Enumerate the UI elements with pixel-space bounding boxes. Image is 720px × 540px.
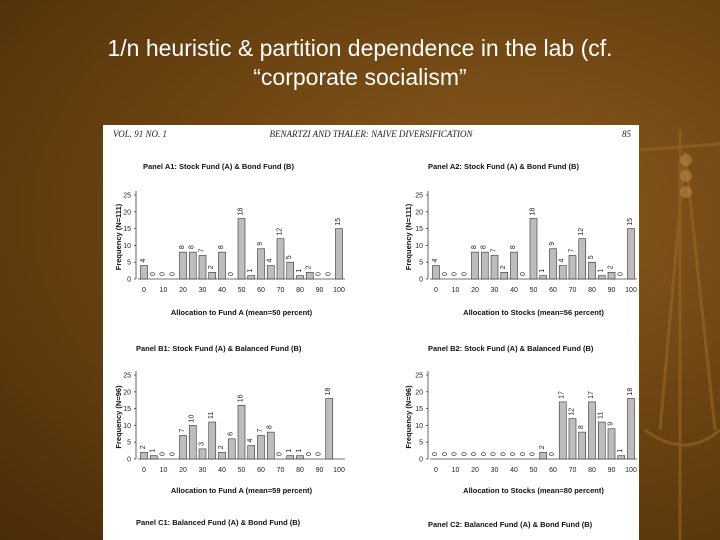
panel-3-bar-label: 1 <box>617 448 625 453</box>
panel-3-bar-label: 0 <box>480 452 488 456</box>
panel-0-bar <box>306 272 313 279</box>
panel-1-bar-label: 9 <box>549 241 556 246</box>
panel-2-y-tick-label: 5 <box>127 439 131 447</box>
panel-1-bar-label: 7 <box>568 248 576 253</box>
panel-1-bar-label: 15 <box>627 217 634 226</box>
panel-1-bar <box>510 252 517 279</box>
panel-0-title: Panel A1: Stock Fund (A) & Bond Fund (B) <box>143 162 294 171</box>
slide-title <box>0 34 720 92</box>
panel-2-bar <box>199 449 206 459</box>
panel-2-x-tick-label: 30 <box>198 467 207 474</box>
panel-0-x-tick-label: 60 <box>257 287 265 294</box>
panel-1-bar-label: 8 <box>480 245 488 250</box>
panel-0-bar-label: 8 <box>179 245 186 250</box>
panel-3-bar-label: 0 <box>441 452 449 456</box>
panel-3-x-tick-label: 60 <box>549 467 557 474</box>
panel-1-y-tick-label: 15 <box>415 226 423 234</box>
panel-1-y-tick-label: 0 <box>419 276 423 284</box>
panel-1-bar-label: 8 <box>510 245 517 250</box>
panel-0-bar-label: 5 <box>286 255 294 260</box>
panel-0-y-tick-label: 25 <box>123 192 131 200</box>
panel-0-bar-label: 8 <box>218 245 225 250</box>
panel-0-x-tick-label: 70 <box>276 287 285 294</box>
panel-2-bar <box>228 439 235 459</box>
panel-2-bar <box>287 456 294 459</box>
panel-2-bar-label: 0 <box>169 452 177 456</box>
panel-3-bar-label: 0 <box>519 452 527 456</box>
panel-2-bar <box>209 422 216 459</box>
panel-3-x-tick-label: 70 <box>568 467 577 474</box>
panel-0-x-tick-label: 100 <box>333 287 345 294</box>
panel-2-title: Panel B1: Stock Fund (A) & Balanced Fund (B) <box>136 344 302 353</box>
panel-1-bar <box>559 266 566 279</box>
panel-3-bar <box>608 429 615 459</box>
panel-1-bar <box>549 249 556 279</box>
panel-1-bar-label: 0 <box>451 272 459 276</box>
panel-0-x-tick-label: 30 <box>198 287 207 294</box>
panel-3-x-tick-label: 10 <box>451 467 460 474</box>
panel-2-x-tick-label: 60 <box>257 467 265 474</box>
panel-3-bar-label: 0 <box>529 452 537 456</box>
panel-2-bar <box>140 452 147 459</box>
panel-0-y-tick-label: 5 <box>127 259 131 267</box>
panel-3-bar-label: 0 <box>490 452 498 456</box>
panel-0-bar-label: 7 <box>198 248 206 253</box>
panel-0-x-tick-label: 90 <box>315 287 324 294</box>
panel-2-bar-label: 1 <box>286 448 294 453</box>
panel-3-bar <box>618 456 625 459</box>
panel-1-y-tick-label: 20 <box>415 209 423 217</box>
panel-1-x-tick-label: 90 <box>607 287 616 294</box>
panel-2-bar <box>267 432 274 459</box>
panel-2-x-tick-label: 80 <box>296 467 304 474</box>
panel-0-x-label: Allocation to Fund A (mean=50 percent) <box>170 308 313 317</box>
panel-1-bar-label: 1 <box>539 268 547 273</box>
panel-1-bar-label: 5 <box>588 255 595 260</box>
panel-3-x-tick-label: 40 <box>510 467 518 474</box>
panel-1-x-tick-label: 10 <box>451 287 460 294</box>
panel-0-y-tick-label: 20 <box>123 209 131 217</box>
panel-2-x-tick-label: 40 <box>218 467 226 474</box>
panel-1-bar-label: 0 <box>441 272 449 276</box>
panel-2-bar-label: 18 <box>325 387 333 396</box>
panel-3-bar-label: 17 <box>558 391 566 399</box>
panel-1-bar <box>471 252 478 279</box>
panel-0-bar-label: 2 <box>305 265 313 270</box>
panel-3-bar-label: 2 <box>539 445 547 450</box>
panel-1-bar <box>481 252 488 279</box>
balance-scale-icon <box>640 130 720 540</box>
panel-1-x-tick-label: 60 <box>549 287 557 294</box>
panel-1-bar-label: 8 <box>471 245 478 250</box>
panel-0-bar-label: 0 <box>169 272 177 276</box>
paper-figure <box>103 125 639 540</box>
panel-0-bar <box>287 262 294 279</box>
panel-0-bar <box>209 272 216 279</box>
panel-0-y-tick-label: 15 <box>123 226 131 234</box>
panel-1-bar <box>627 229 634 279</box>
panel-1-bar <box>598 276 605 279</box>
panel-1-bar-label: 7 <box>490 248 498 253</box>
panel-0-bar-label: 0 <box>325 272 333 276</box>
panel-3-y-tick-label: 25 <box>415 372 423 380</box>
panel-1-bar <box>608 272 615 279</box>
panel-2-bar-label: 8 <box>266 425 274 430</box>
panel-0-bar-label: 4 <box>140 258 147 263</box>
panel-2-bar <box>248 446 255 459</box>
panel-3-bar-label: 11 <box>597 411 605 420</box>
panel-2-x-tick-label: 50 <box>237 467 246 474</box>
panel-3-bar-label: 12 <box>568 407 576 416</box>
panel-1-bar <box>588 262 595 279</box>
panel-3-y-tick-label: 20 <box>415 389 423 397</box>
panel-2-bar-label: 1 <box>149 448 157 453</box>
panel-2-y-tick-label: 0 <box>127 456 131 464</box>
panel-2-bar <box>150 456 157 459</box>
panel-2-bar-label: 4 <box>247 438 255 443</box>
panel-1-x-tick-label: 70 <box>568 287 577 294</box>
panel-3-bar <box>569 419 576 459</box>
panel-2-bar-label: 3 <box>198 442 206 446</box>
panel-3-bar <box>588 402 595 459</box>
panel-3-bar-label: 0 <box>549 452 556 456</box>
panel-1-bar <box>501 272 508 279</box>
panel-0-bar-label: 0 <box>149 272 157 276</box>
panel-2-x-label: Allocation to Fund A (mean=59 percent) <box>170 486 313 495</box>
panel-3-x-tick-label: 50 <box>529 467 538 474</box>
panel-3-bar-label: 0 <box>510 452 517 456</box>
panel-3-y-tick-label: 10 <box>415 422 423 430</box>
panel-0-bar-label: 15 <box>335 217 342 226</box>
panel-3-bar <box>627 399 634 459</box>
panel-1-title: Panel A2: Stock Fund (A) & Bond Fund (B) <box>428 162 579 171</box>
panel-3-bar-label: 0 <box>461 452 469 456</box>
panel-1-bar-label: 0 <box>461 272 469 276</box>
panel-1-bar-label: 1 <box>597 268 605 273</box>
panel-1-y-tick-label: 25 <box>415 192 423 200</box>
panel-3-bar <box>598 422 605 459</box>
panel-3-y-tick-label: 15 <box>415 406 423 414</box>
panel-1-x-tick-label: 40 <box>510 287 518 294</box>
panel-0-bar-label: 1 <box>296 268 303 273</box>
panel-2-bar <box>189 425 196 459</box>
panel-3-x-tick-label: 0 <box>434 467 438 474</box>
panel-3-bar-label: 0 <box>432 452 439 456</box>
panel-0-y-tick-label: 10 <box>123 242 131 250</box>
panel-2-bar-label: 7 <box>257 428 264 433</box>
panel-0-bar <box>267 266 274 279</box>
panel-c2-title: Panel C2: Balanced Fund (A) & Bond Fund (B) <box>428 520 593 529</box>
slide-title-line2: “corporate socialism” <box>253 64 467 90</box>
panel-1-bar-label: 2 <box>500 265 508 270</box>
panel-3-x-tick-label: 80 <box>588 467 596 474</box>
panel-0-x-tick-label: 40 <box>218 287 226 294</box>
panel-2-x-tick-label: 70 <box>276 467 285 474</box>
panel-3-y-tick-label: 0 <box>419 456 423 464</box>
panel-1-x-tick-label: 20 <box>471 287 479 294</box>
panel-0-bar-label: 0 <box>159 272 167 276</box>
panel-2-bar-label: 11 <box>208 411 216 420</box>
panel-2-bar-label: 2 <box>140 445 147 450</box>
panel-0-bar-label: 8 <box>188 245 196 250</box>
panel-3-bar <box>540 452 547 459</box>
panel-2-bar-label: 2 <box>218 445 225 450</box>
panel-2-x-tick-label: 20 <box>179 467 187 474</box>
panel-0-x-tick-label: 0 <box>142 287 146 294</box>
panel-2-bar-label: 6 <box>227 431 235 436</box>
panel-2-bar-label: 0 <box>305 452 313 456</box>
paper-header-center: BENARTZI AND THALER: NAIVE DIVERSIFICATION <box>269 129 473 139</box>
panel-2-bar-label: 0 <box>315 452 323 456</box>
panel-3-x-tick-label: 30 <box>490 467 499 474</box>
panel-1-bar <box>579 239 586 279</box>
panel-0-x-tick-label: 80 <box>296 287 304 294</box>
panel-2-bar <box>179 435 186 459</box>
panel-2-y-tick-label: 15 <box>123 406 131 414</box>
panel-1-x-tick-label: 50 <box>529 287 538 294</box>
panel-0-y-label: Frequency (N=111) <box>114 203 123 271</box>
panel-2-bar <box>218 452 225 459</box>
slide-title-line1: 1/n heuristic & partition dependence in the lab (cf. <box>107 35 613 61</box>
panel-1-bar-label: 18 <box>529 207 537 216</box>
panel-0-bar <box>238 219 245 279</box>
panel-2-y-tick-label: 20 <box>123 389 131 397</box>
panel-0-bar-label: 2 <box>208 265 216 270</box>
panel-1-bar <box>432 266 439 279</box>
panel-1-x-tick-label: 100 <box>625 287 637 294</box>
panel-0-x-tick-label: 50 <box>237 287 246 294</box>
panel-0-bar <box>179 252 186 279</box>
panel-0-bar <box>199 255 206 279</box>
panel-3-bar-label: 9 <box>607 421 615 426</box>
panel-0-bar <box>140 266 147 279</box>
panel-3-bar-label: 18 <box>627 387 634 396</box>
panel-1-bar-label: 0 <box>617 272 625 276</box>
panel-1-bar <box>530 219 537 279</box>
panel-1-bar-label: 4 <box>558 258 566 263</box>
panel-2-bar <box>326 399 333 459</box>
panel-1-y-label: Frequency (N=111) <box>404 203 413 271</box>
panel-2-bar-label: 7 <box>179 428 186 433</box>
panel-0-bar-label: 1 <box>247 268 255 273</box>
panel-0-bar-label: 12 <box>276 227 284 236</box>
panel-0-x-tick-label: 10 <box>159 287 168 294</box>
panel-2-bar-label: 0 <box>159 452 167 456</box>
panel-0-bar <box>296 276 303 279</box>
paper-header-left: VOL. 91 NO. 1 <box>113 129 167 139</box>
panel-0-bar-label: 18 <box>237 207 245 216</box>
panel-3-x-tick-label: 100 <box>625 467 637 474</box>
panel-0-bar <box>257 249 264 279</box>
panel-2-bar-label: 10 <box>188 414 196 423</box>
panel-3-x-tick-label: 20 <box>471 467 479 474</box>
panel-1-bar <box>540 276 547 279</box>
panel-1-bar-label: 0 <box>519 272 527 276</box>
panel-3-bar <box>559 402 566 459</box>
panel-0-bar <box>218 252 225 279</box>
panel-0-bar <box>248 276 255 279</box>
panel-1-x-tick-label: 0 <box>434 287 438 294</box>
panel-1-x-label: Allocation to Stocks (mean=56 percent) <box>463 308 604 317</box>
paper-header-right: 85 <box>622 129 631 139</box>
panel-0-bar-label: 0 <box>227 272 235 276</box>
panel-0-y-tick-label: 0 <box>127 276 131 284</box>
panel-2-y-tick-label: 25 <box>123 372 131 380</box>
panel-1-bar <box>569 255 576 279</box>
paper-page <box>103 125 639 540</box>
panel-1-y-tick-label: 10 <box>415 242 423 250</box>
panel-0-bar <box>277 239 284 279</box>
panel-0-bar-label: 0 <box>315 272 323 276</box>
panel-2-x-tick-label: 100 <box>333 467 345 474</box>
panel-0-bar-label: 4 <box>266 258 274 263</box>
panel-1-bar-label: 12 <box>578 227 586 236</box>
panel-1-bar <box>491 255 498 279</box>
panel-3-bar-label: 0 <box>451 452 459 456</box>
panel-3-bar-label: 8 <box>578 425 586 430</box>
panel-2-y-label: Frequency (N=96) <box>114 385 123 449</box>
panel-3-bar-label: 0 <box>500 452 508 456</box>
panel-2-bar-label: 0 <box>276 452 284 456</box>
panel-0-bar <box>335 229 342 279</box>
panel-0-x-tick-label: 20 <box>179 287 187 294</box>
panel-2-bar-label: 1 <box>296 448 303 453</box>
panel-1-x-tick-label: 30 <box>490 287 499 294</box>
panel-1-y-tick-label: 5 <box>419 259 423 267</box>
panel-2-y-tick-label: 10 <box>123 422 131 430</box>
panel-3-x-label: Allocation to Stocks (mean=80 percent) <box>463 486 604 495</box>
panel-1-x-tick-label: 80 <box>588 287 596 294</box>
panel-c1-title: Panel C1: Balanced Fund (A) & Bond Fund (B) <box>136 518 301 527</box>
panel-3-y-tick-label: 5 <box>419 439 423 447</box>
panel-2-x-tick-label: 90 <box>315 467 324 474</box>
panel-3-bar-label: 0 <box>471 452 478 456</box>
panel-3-y-label: Frequency (N=96) <box>404 385 413 449</box>
panel-3-bar-label: 17 <box>588 391 595 399</box>
panel-2-bar <box>296 456 303 459</box>
panel-0-bar <box>189 252 196 279</box>
panel-2-bar <box>257 435 264 459</box>
panel-2-bar-label: 16 <box>237 394 245 403</box>
panel-3-title: Panel B2: Stock Fund (A) & Balanced Fund (B) <box>428 344 594 353</box>
panel-2-bar <box>238 405 245 459</box>
panel-2-x-tick-label: 0 <box>142 467 146 474</box>
panel-0-bar-label: 9 <box>257 241 264 246</box>
panel-3-x-tick-label: 90 <box>607 467 616 474</box>
panel-2-x-tick-label: 10 <box>159 467 168 474</box>
panel-3-bar <box>579 432 586 459</box>
panel-1-bar-label: 2 <box>607 265 615 270</box>
panel-1-bar-label: 4 <box>432 258 439 263</box>
